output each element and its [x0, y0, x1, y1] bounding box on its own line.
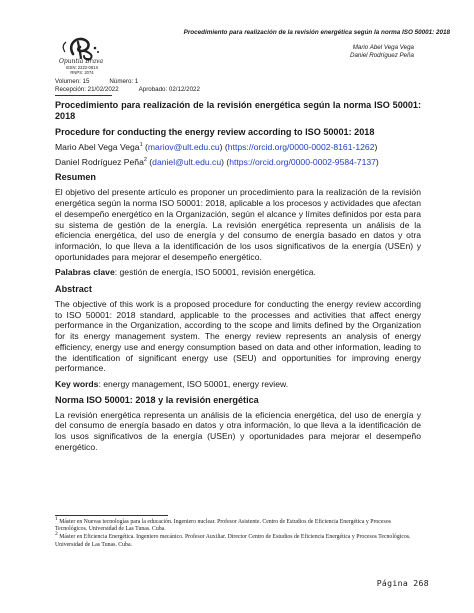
footnote-1: $^1$ Máster en Nuevas tecnologías para la educación. Ingeniero nuclear. Profesor Asistente. Centro de Estudios de Eficiencia Energética y Procesos Tecnológicos. Universidad de Las Tunas. Cuba. [55, 516, 391, 533]
resumen-heading: Resumen [55, 172, 96, 183]
title-english: Procedure for conducting the energy review according to ISO 50001: 2018 [55, 127, 375, 137]
footnote-2: $^2$ Máster en Eficiencia Energética. Ingeniero mecánico. Profesor Auxiliar. Director Centro de Estudios de Eficiencia Energética y Procesos Tecnológicos. Universidad de Las Tunas. Cuba. [55, 531, 411, 548]
issn-block [62, 65, 102, 75]
author-header-1: Mario Abel Vega Vega [352, 44, 414, 51]
title-spanish: Procedimiento para realización de la revisión energética según la norma ISO 50001: 2018 [55, 100, 421, 121]
page-number: Página 268 [376, 578, 429, 588]
author2-orcid-link[interactable]: https://orcid.org/0000-0002-9584-7137 [229, 156, 376, 167]
brand-name: Opuntia Brava [58, 58, 104, 65]
section-heading: Norma ISO 50001: 2018 y la revisión energética [55, 394, 259, 405]
author-line-2: Daniel Rodríguez Peña$^2$ (daniel@ult.edu.cu) (https://orcid.org/0000-0002-9584-7137) [55, 156, 379, 167]
author1-email-link[interactable]: mariov@ult.edu.cu [147, 142, 220, 152]
keywords: Key words: energy management, ISO 50001, energy review. [55, 378, 289, 389]
volume: Volumen: 15 [55, 78, 90, 85]
author2-email-link[interactable]: daniel@ult.edu.cu [152, 156, 222, 167]
approved-date: Aprobado: 02/12/2022 [138, 86, 200, 93]
issue-meta [55, 78, 200, 94]
rnps: RNPS: 2074 [70, 70, 94, 75]
issn: ISSN: 2222-081X [65, 65, 99, 70]
author1-orcid-link[interactable]: https://orcid.org/0000-0002-8161-1262 [227, 142, 375, 152]
footnote-divider [55, 515, 168, 516]
received-date: Recepción: 21/02/2022 [55, 86, 119, 93]
section-paragraph: La revisión energética representa un análisis de la eficiencia energética, del uso de energía y del consumo de energía basado en datos y otra información, lo que lleva a la identificación de los usos significativos de la energía (USEn) y oportunidades para mejorar el desempeño energético. [55, 409, 421, 452]
author-list-header [350, 44, 414, 60]
author-header-2: Daniel Rodríguez Peña [350, 52, 414, 59]
resumen-paragraph: El objetivo del presente artículo es proponer un procedimiento para la realización de la revisión energética según la norma ISO 50001: 2018, aplicable a los procesos y actividades que afectan el desempeño energético en la Organización, según el alcance y límites definidos por esta para su sistema de gestión de la energía. La revisión energética representa un análisis de la eficiencia energética, del uso de energía y del consumo de energía basado en datos y otra información, lo que lleva a la identificación de los usos significativos de la energía (USEn) y oportunidades para mejorar el desempeño energético. [55, 187, 421, 262]
header-divider [55, 95, 112, 96]
palabras-clave: Palabras clave: gestión de energía, ISO 50001, revisión energética. [55, 267, 316, 278]
author-line-1: Mario Abel Vega Vega$^1$ (mariov@ult.edu.cu) (https://orcid.org/0000-0002-8161-1262) [55, 142, 378, 152]
article-body [55, 100, 421, 452]
abstract-heading: Abstract [55, 284, 92, 295]
footnotes [55, 516, 421, 550]
abstract-paragraph: The objective of this work is a proposed procedure for conducting the energy review according to ISO 50001: 2018 standard, applicable to the processes and activities that affect energy performance in the Organization, according to the scope and limits defined by the Organization for its energy management system. The energy review represents an analysis of energy efficiency, energy use and energy consumption based on data and other information, leading to the identification of significant energy use (SEU) and opportunities for improving energy performance. [55, 299, 421, 374]
running-title: Procedimiento para realización de la revisión energética según la norma ISO 50001: 2018 [183, 29, 450, 36]
number: Número: 1 [109, 78, 139, 85]
